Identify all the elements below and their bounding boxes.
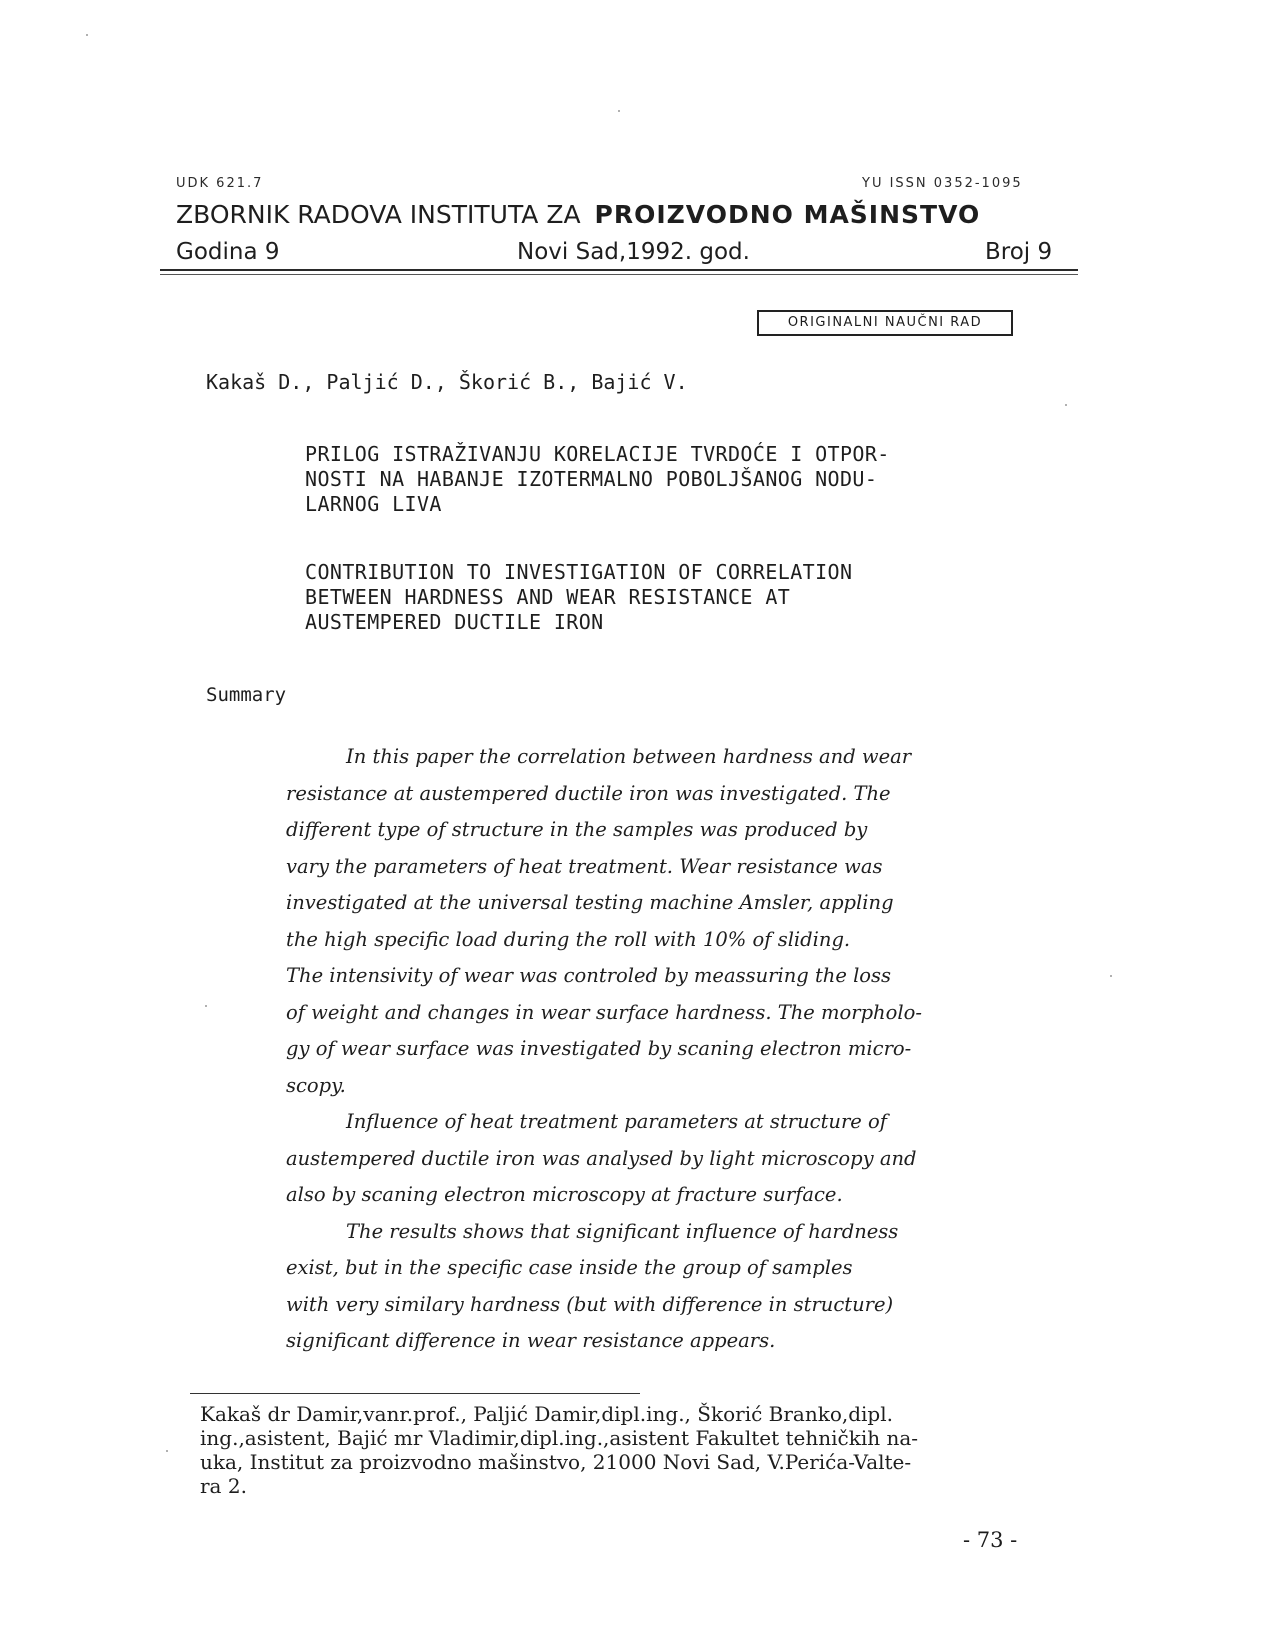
abstract-line: The results shows that significant influence of hardness bbox=[346, 1219, 899, 1243]
journal-title-light: ZBORNIK RADOVA INSTITUTA ZA bbox=[176, 200, 581, 229]
title-serbian-line: PRILOG ISTRAŽIVANJU KORELACIJE TVRDOĆE I OTPOR- bbox=[305, 442, 890, 466]
abstract-line: gy of wear surface was investigated by scaning electron micro- bbox=[286, 1037, 912, 1060]
abstract-line: The intensivity of wear was controled by meassuring the loss bbox=[286, 964, 892, 987]
header-rule-thin bbox=[160, 274, 1078, 275]
title-serbian-line: NOSTI NA HABANJE IZOTERMALNO POBOLJŠANOG NODU- bbox=[305, 467, 878, 491]
footnote-rule bbox=[190, 1393, 640, 1394]
scan-speck bbox=[86, 34, 88, 36]
footnote-line: uka, Institut za proizvodno mašinstvo, 21000 Novi Sad, V.Perića-Valte- bbox=[200, 1450, 912, 1474]
title-english-line: CONTRIBUTION TO INVESTIGATION OF CORRELATION bbox=[305, 560, 853, 584]
abstract-line: scopy. bbox=[286, 1073, 346, 1097]
udk-code: UDK 621.7 bbox=[176, 176, 264, 191]
footnote-line: Kakaš dr Damir,vanr.prof., Paljić Damir,dipl.ing., Škorić Branko,dipl. bbox=[200, 1402, 893, 1426]
place-date: Novi Sad,1992. god. bbox=[517, 239, 750, 265]
abstract-line: Influence of heat treatment parameters at structure of bbox=[346, 1110, 887, 1133]
abstract-line: also by scaning electron microscopy at fracture surface. bbox=[286, 1183, 843, 1206]
author-affiliation-footnote bbox=[200, 1402, 1080, 1498]
scan-speck bbox=[1065, 404, 1067, 406]
footnote-line: ing.,asistent, Bajić mr Vladimir,dipl.ing.,asistent Fakultet tehničkih na- bbox=[200, 1426, 919, 1450]
summary-heading: Summary bbox=[206, 684, 287, 706]
abstract-line: different type of structure in the samples was produced by bbox=[286, 818, 868, 841]
abstract-line: In this paper the correlation between hardness and wear bbox=[346, 745, 912, 768]
header-rule bbox=[160, 269, 1078, 271]
journal-title bbox=[176, 200, 980, 229]
authors: Kakaš D., Paljić D., Škorić B., Bajić V. bbox=[206, 370, 688, 394]
article-type-badge: ORIGINALNI NAUČNI RAD bbox=[757, 310, 1013, 336]
abstract-line: austempered ductile iron was analysed by light microscopy and bbox=[286, 1146, 917, 1170]
abstract-line: exist, but in the specific case inside the group of samples bbox=[286, 1256, 853, 1279]
abstract-line: significant difference in wear resistance appears. bbox=[286, 1329, 776, 1352]
abstract-line: the high specific load during the roll with 10% of sliding. bbox=[286, 927, 851, 951]
abstract-line: investigated at the universal testing machine Amsler, appling bbox=[286, 891, 894, 914]
footnote-line: ra 2. bbox=[200, 1474, 247, 1498]
scan-speck bbox=[618, 110, 620, 112]
abstract-line: with very similary hardness (but with difference in structure) bbox=[286, 1292, 894, 1316]
scan-speck bbox=[1110, 975, 1112, 977]
volume-year: Godina 9 bbox=[176, 239, 280, 265]
title-serbian bbox=[305, 442, 1025, 517]
abstract-line: of weight and changes in wear surface hardness. The morpholo- bbox=[286, 1000, 922, 1024]
scan-speck bbox=[205, 1005, 207, 1007]
abstract bbox=[286, 739, 1056, 1360]
journal-title-bold: PROIZVODNO MAŠINSTVO bbox=[594, 200, 981, 229]
title-english bbox=[305, 560, 1025, 635]
abstract-line: vary the parameters of heat treatment. Wear resistance was bbox=[286, 854, 883, 878]
issue-number: Broj 9 bbox=[985, 239, 1053, 265]
abstract-line: resistance at austempered ductile iron was investigated. The bbox=[286, 781, 891, 805]
title-english-line: BETWEEN HARDNESS AND WEAR RESISTANCE AT bbox=[305, 585, 791, 609]
page-number: - 73 - bbox=[963, 1528, 1018, 1552]
issn-code: YU ISSN 0352-1095 bbox=[862, 176, 1023, 191]
title-serbian-line: LARNOG LIVA bbox=[305, 492, 442, 516]
title-english-line: AUSTEMPERED DUCTILE IRON bbox=[305, 610, 604, 634]
scan-speck bbox=[166, 1450, 168, 1452]
